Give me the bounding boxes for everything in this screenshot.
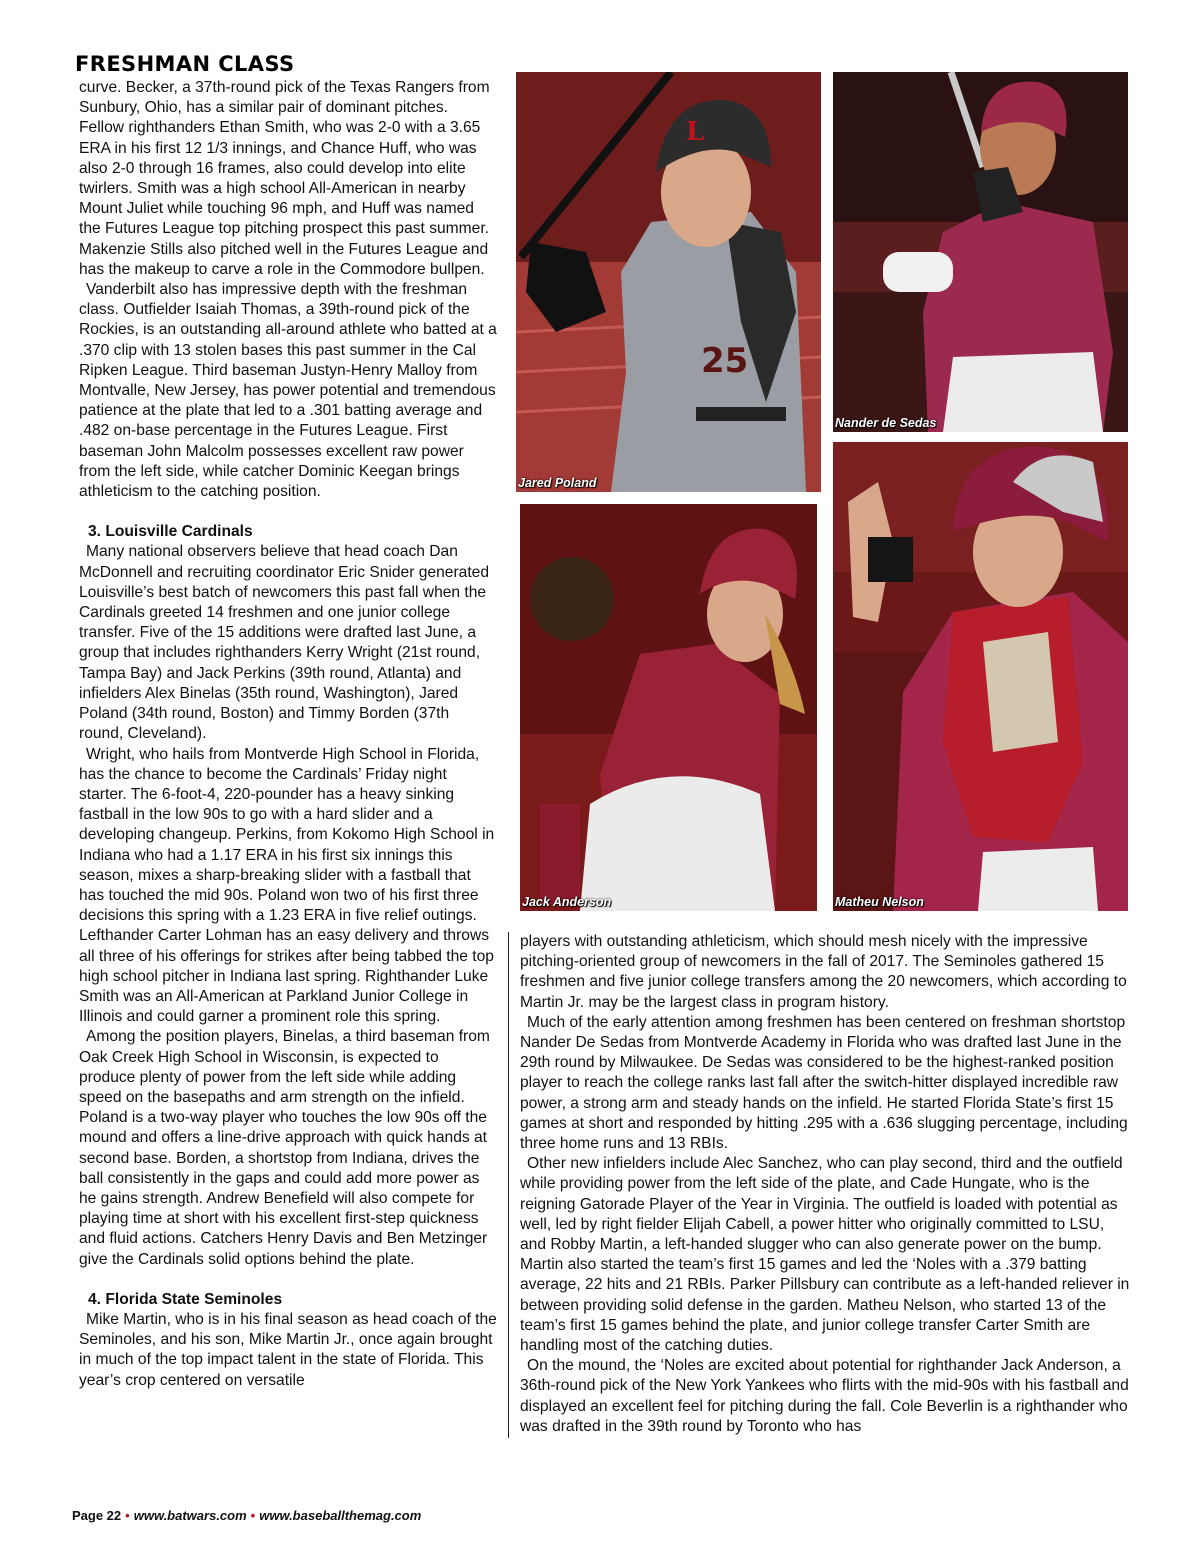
photo-caption: Nander de Sedas <box>835 416 937 430</box>
footer-separator: • <box>125 1508 130 1523</box>
right-text-column <box>520 932 1130 1437</box>
switch-hitter-illustration <box>833 72 1128 432</box>
photo-caption: Jared Poland <box>518 476 597 490</box>
team-heading-florida-state: 4. Florida State Seminoles <box>88 1290 283 1308</box>
footer-link-batwars[interactable]: www.batwars.com <box>133 1508 247 1523</box>
page-footer <box>72 1508 421 1523</box>
page-number: Page 22 <box>72 1508 122 1523</box>
article-paragraph: Among the position players, Binelas, a third baseman from Oak Creek High School in Wisconsin, is expected to produce plenty of power from the left side while adding speed on the basepaths and arm strength on the infield. Poland is a two-way player who touches the low 90s off the mound and offers a line-drive approach with quick hands at second base. Borden, a shortstop from Indiana, drives the ball consistently in the gaps and could add more power as he gains strength. Andrew Benefield will also compete for playing time at short with his excellent first-step quickness and fluid actions. Catchers Henry Davis and Ben Metzinger give the Cardinals solid options behind the plate. <box>79 1028 490 1268</box>
article-paragraph: Wright, who hails from Montverde High School in Florida, has the chance to become the Cardinals’ Friday night starter. The 6-foot-4, 220-pounder has a heavy sinking fastball in the low 90s to go with a hard slider and a developing changeup. Perkins, from Kokomo High School in Indiana who had a 1.17 ERA in his first six innings this season, mixes a sharp-breaking slider with a fastball that has touched the mid 90s. Poland won two of his first three decisions this spring with a 1.23 ERA in five relief outings. Lefthander Carter Lohman has an easy delivery and throws all three of his offerings for strikes after being tabbed the top high school pitcher in Indiana last spring. Righthander Luke Smith was an All-American at Parkland Junior College in Illinois and could garner a prominent role this spring. <box>79 745 495 1026</box>
article-paragraph: Many national observers believe that head coach Dan McDonnell and recruiting coordinator Eric Snider generated Louisville’s best batch of newcomers this past fall when the Cardinals greeted 14 freshmen and one junior college transfer. Five of the 15 additions were drafted last June, a group that includes righthanders Kerry Wright (21st round, Tampa Bay) and Jack Perkins (39th round, Atlanta) and infielders Alex Binelas (35th round, Washington), Jared Poland (34th round, Boston) and Timmy Borden (37th round, Cleveland). <box>79 543 489 743</box>
article-paragraph: Vanderbilt also has impressive depth with the freshman class. Outfielder Isaiah Thomas, a 39th-round pick of the Rockies, is an outstanding all-around athlete who batted at a .370 clip with 13 stolen bases this past summer in the Cal Ripken League. Third baseman Justyn-Henry Malloy from Montvalle, New Jersey, has power potential and tremendous patience at the plate that led to a .301 batting average and .482 on-base percentage in the Futures League. First baseman John Malcolm possesses excellent raw power from the left side, while catcher Dominic Keegan brings athleticism to the catching position. <box>79 281 497 501</box>
svg-text:L: L <box>686 117 705 147</box>
article-paragraph: On the mound, the ‘Noles are excited about potential for righthander Jack Anderson, a 36th-round pick of the New York Yankees who flirts with the mid-90s with his fastball and displayed an excellent feel for pitching during the fall. Cole Beverlin is a righthander who was drafted in the 39th round by Toronto who has <box>520 1357 1129 1435</box>
photo-jack-anderson <box>520 504 817 911</box>
footer-separator: • <box>250 1508 256 1523</box>
article-paragraph: Mike Martin, who is in his final season as head coach of the Seminoles, and his son, Mike Martin Jr., once again brought in much of the top impact talent in the state of Florida. This year’s crop centered on versatile <box>79 1310 497 1389</box>
photo-caption: Matheu Nelson <box>835 895 924 909</box>
photo-matheu-nelson <box>833 442 1128 911</box>
article-paragraph: Other new infielders include Alec Sanchez, who can play second, third and the outfield while providing power from the left side of the plate, and Cade Hungate, who is the reigning Gatorade Player of the Year in Virginia. The outfield is loaded with potential as well, led by right fielder Elijah Cabell, a power hitter who originally committed to LSU, and Robby Martin, a left-handed slugger who can also generate power on the bump. Martin also started the team’s first 15 games and led the ‘Noles with a .379 batting average, 22 hits and 21 RBIs. Parker Pillsbury can contribute as a left-handed reliever in between providing solid defense in the garden. Matheu Nelson, who started 13 of the team’s first 15 games behind the plate, and junior college transfer Carter Smith are handling most of the catching duties. <box>520 1155 1130 1355</box>
batter-illustration <box>516 72 821 492</box>
pitcher-illustration <box>520 504 817 911</box>
article-paragraph: players with outstanding athleticism, which should mesh nicely with the impressive pitching-oriented group of newcomers in the fall of 2017. The Seminoles gathered 15 freshmen and five junior college transfers among the 20 newcomers, which according to Martin Jr. may be the largest class in program history. <box>520 933 1127 1011</box>
column-divider <box>508 932 509 1438</box>
photo-jared-poland <box>516 72 821 492</box>
article-paragraph: Much of the early attention among freshmen has been centered on freshman shortstop Nander De Sedas from Montverde Academy in Florida who was drafted last June in the 29th round by Milwaukee. De Sedas was considered to be the highest-ranked position player to reach the college ranks last fall after the switch-hitter displayed incredible raw power, a strong arm and steady hands on the infield. He started Florida State’s first 15 games at short and responded by hitting .295 with a .636 slugging percentage, including three home runs and 13 RBIs. <box>520 1013 1128 1153</box>
team-heading-louisville: 3. Louisville Cardinals <box>88 523 253 541</box>
article-paragraph: curve. Becker, a 37th-round pick of the Texas Rangers from Sunbury, Ohio, has a similar pair of dominant pitches. Fellow righthanders Ethan Smith, who was 2-0 with a 3.65 ERA in his first 12 1/3 innings, and Chance Huff, who was also 2-0 through 16 frames, also could develop into elite twirlers. Smith was a high school All-American in nearby Mount Juliet while touching 96 mph, and Huff was named the Futures League top pitching prospect this past summer. Makenzie Stills also pitched well in the Futures League and has the makeup to carve a role in the Commodore bullpen. <box>79 79 490 278</box>
photo-caption: Jack Anderson <box>522 895 612 909</box>
photo-nander-de-sedas <box>833 72 1128 432</box>
section-title: FRESHMAN CLASS <box>75 52 295 76</box>
footer-link-baseballthemag[interactable]: www.baseballthemag.com <box>259 1508 422 1523</box>
svg-text:25: 25 <box>701 341 749 381</box>
catcher-illustration <box>833 442 1128 911</box>
left-text-column <box>79 78 497 1391</box>
